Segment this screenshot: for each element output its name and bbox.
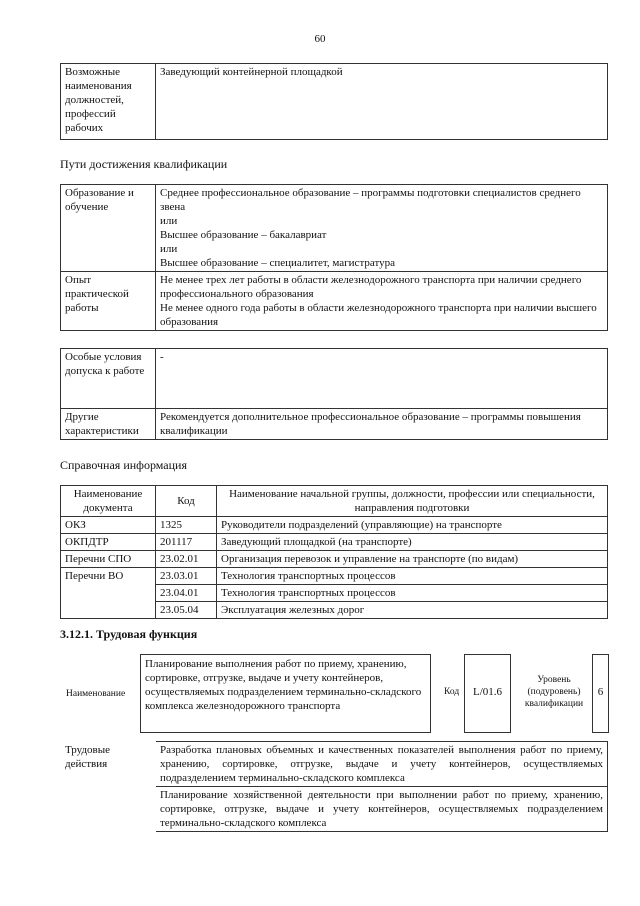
function-level-box xyxy=(592,654,609,733)
special-conditions-label: Особые условия допуска к работе xyxy=(61,349,156,409)
education-line: Высшее образование – бакалавриат xyxy=(160,229,327,241)
function-code-label: Код xyxy=(444,687,460,697)
positions-value: Заведующий контейнерной площадкой xyxy=(156,64,608,140)
reference-code: 201117 xyxy=(156,534,217,551)
action-item: Планирование хозяйственной деятельности при выполнении работ по приему, хранению, сортировке, отгрузке, выдаче и учету контейнеров, осуществляемых подразделением терминально-складского комплекса xyxy=(156,787,608,832)
reference-name: Организация перевозок и управление на транспорте (по видам) xyxy=(217,551,608,568)
actions-table xyxy=(60,741,608,832)
experience-line: Не менее трех лет работы в области железнодорожного транспорта при наличии среднего профессионального образования xyxy=(160,274,582,300)
experience-line: Не менее одного года работы в области железнодорожного транспорта при наличии высшего образования xyxy=(160,302,597,328)
reference-doc: ОКПДТР xyxy=(61,534,156,551)
action-item: Разработка плановых объемных и качественных показателей выполнения работ по приему, хранению, сортировке, отгрузке, выдаче и учету контейнеров, осуществляемых подразделением терминально-складского комплекса xyxy=(156,742,608,787)
function-heading: 3.12.1. Трудовая функция xyxy=(60,627,198,641)
other-value: Рекомендуется дополнительное профессиональное образование – программы повышения квалификации xyxy=(156,409,608,440)
reference-name: Технология транспортных процессов xyxy=(217,585,608,602)
table-row xyxy=(61,551,608,568)
function-level-label: Уровень (подуровень) квалификации xyxy=(524,675,584,709)
table-row xyxy=(61,517,608,534)
function-name-value: Планирование выполнения работ по приему, хранению, сортировке, отгрузке, выдаче и учету контейнеров, осуществляемых подразделением терминально-складского комплекса железнодорожного транспорта xyxy=(145,658,422,712)
education-line: или xyxy=(160,243,178,255)
actions-label: Трудовые действия xyxy=(65,744,111,770)
other-label: Другие характеристики xyxy=(61,409,156,440)
function-name-box xyxy=(140,654,431,733)
function-name-label: Наименование xyxy=(66,689,126,699)
paths-heading: Пути достижения квалификации xyxy=(60,157,228,171)
reference-code: 23.05.04 xyxy=(156,602,217,619)
reference-name: Руководители подразделений (управляющие) на транспорте xyxy=(217,517,608,534)
positions-label: Возможные наименования должностей, профессий рабочих xyxy=(61,64,156,140)
education-line: Высшее образование – специалитет, магистратура xyxy=(160,257,396,269)
table-row xyxy=(61,534,608,551)
reference-code: 23.02.01 xyxy=(156,551,217,568)
qualification-paths-table xyxy=(60,184,608,331)
positions-table xyxy=(60,63,608,140)
page-number: 60 xyxy=(314,33,326,45)
function-code-box xyxy=(464,654,511,733)
table-row xyxy=(61,568,608,585)
reference-heading: Справочная информация xyxy=(60,458,187,472)
reference-code: 23.04.01 xyxy=(156,585,217,602)
reference-doc: ОКЗ xyxy=(61,517,156,534)
education-line: или xyxy=(160,215,178,227)
function-level-value: 6 xyxy=(597,686,604,698)
function-code-value: L/01.6 xyxy=(472,686,503,698)
reference-name: Технология транспортных процессов xyxy=(217,568,608,585)
education-value xyxy=(156,185,608,272)
reference-doc: Перечни СПО xyxy=(61,551,156,568)
reference-name: Эксплуатация железных дорог xyxy=(217,602,608,619)
experience-value xyxy=(156,272,608,331)
reference-doc: Перечни ВО xyxy=(61,568,156,619)
reference-table xyxy=(60,485,608,619)
special-conditions-value: - xyxy=(156,349,608,409)
experience-label: Опыт практической работы xyxy=(61,272,156,331)
reference-header-name: Наименование начальной группы, должности, профессии или специальности, направления подготовки xyxy=(217,486,608,517)
reference-header-code: Код xyxy=(156,486,217,517)
reference-name: Заведующий площадкой (на транспорте) xyxy=(217,534,608,551)
reference-code: 1325 xyxy=(156,517,217,534)
reference-header-doc: Наименование документа xyxy=(61,486,156,517)
conditions-table xyxy=(60,348,608,440)
reference-code: 23.03.01 xyxy=(156,568,217,585)
education-label: Образование и обучение xyxy=(61,185,156,272)
education-line: Среднее профессиональное образование – программы подготовки специалистов среднего звена xyxy=(160,187,581,213)
